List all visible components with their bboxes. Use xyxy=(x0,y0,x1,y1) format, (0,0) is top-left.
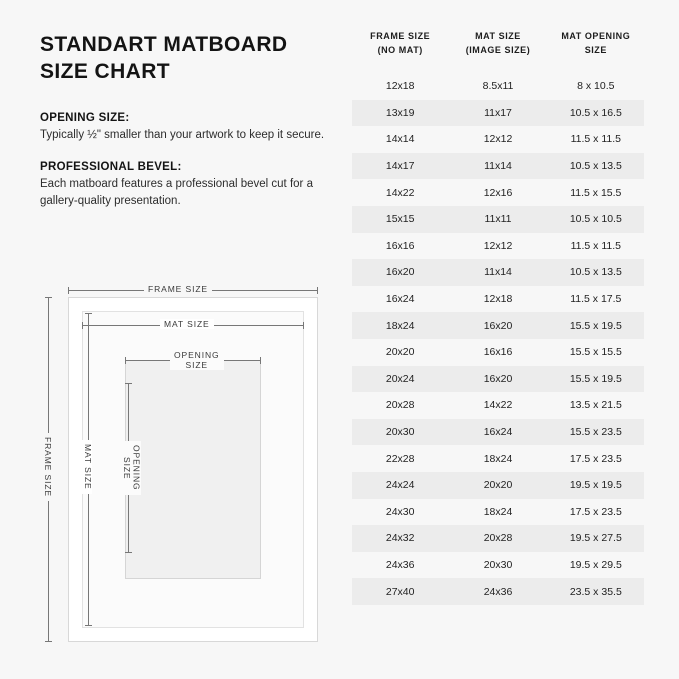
cell-opening-size: 11.5 x 15.5 xyxy=(570,186,622,199)
frame-size-tick-left xyxy=(68,287,69,294)
size-table-body xyxy=(352,73,644,605)
size-table-wrap xyxy=(352,30,644,605)
table-row xyxy=(352,286,644,313)
intro-column xyxy=(40,32,340,228)
cell-opening-size: 17.5 x 23.5 xyxy=(569,505,622,518)
cell-frame-size: 24x36 xyxy=(385,558,415,571)
cell-frame-size: 24x30 xyxy=(385,505,415,518)
mat-size-vtick-top xyxy=(85,313,92,314)
note-professional-bevel-body: Each matboard features a professional bevel cut for a gallery-quality presentation. xyxy=(40,178,313,208)
cell-opening-size: 10.5 x 13.5 xyxy=(548,259,644,286)
cell-opening-size: 11.5 x 17.5 xyxy=(570,293,622,306)
cell-frame-size: 20x24 xyxy=(352,366,448,393)
cell-opening-size: 19.5 x 19.5 xyxy=(548,472,644,499)
mat-size-top-label: MAT SIZE xyxy=(160,319,214,329)
note-opening-size-body: Typically ½" smaller than your artwork to keep it secure. xyxy=(40,128,325,141)
frame-size-left-label: FRAME SIZE xyxy=(42,433,52,501)
column-header-frame-size xyxy=(352,30,448,73)
frame-size-top-label: FRAME SIZE xyxy=(144,284,212,294)
cell-opening-size: 15.5 x 19.5 xyxy=(548,312,644,339)
opening-size-tick-left xyxy=(125,357,126,364)
table-row xyxy=(352,525,644,552)
opening-size-vtick-top xyxy=(125,383,132,384)
cell-opening-size: 11.5 x 11.5 xyxy=(570,133,622,146)
cell-frame-size: 27x40 xyxy=(352,578,448,605)
mat-size-left-label: MAT SIZE xyxy=(82,440,92,494)
note-opening-size xyxy=(40,112,340,144)
cell-mat-size: 16x16 xyxy=(483,346,513,359)
opening-size-tick-right xyxy=(260,357,261,364)
cell-opening-size: 8 x 10.5 xyxy=(577,80,615,93)
table-row xyxy=(352,233,644,260)
cell-mat-size: 8.5x11 xyxy=(482,80,514,93)
mat-size-tick-right xyxy=(303,322,304,329)
cell-mat-size: 12x12 xyxy=(483,133,513,146)
cell-opening-size: 15.5 x 15.5 xyxy=(569,346,622,359)
column-header-mat-opening-size xyxy=(548,30,644,73)
cell-opening-size: 15.5 x 23.5 xyxy=(548,419,644,446)
cell-mat-size: 11x17 xyxy=(448,100,547,127)
frame-size-vtick-bottom xyxy=(45,641,52,642)
size-table xyxy=(352,30,644,605)
opening-size-left-label: OPENING SIZE xyxy=(121,441,141,495)
cell-mat-size: 16x20 xyxy=(448,366,547,393)
cell-mat-size: 18x24 xyxy=(483,452,513,465)
cell-frame-size: 14x14 xyxy=(385,133,415,146)
cell-opening-size: 23.5 x 35.5 xyxy=(548,578,644,605)
cell-frame-size: 20x28 xyxy=(385,399,415,412)
cell-opening-size: 17.5 x 23.5 xyxy=(569,452,622,465)
mat-size-tick-left xyxy=(82,322,83,329)
column-header-mat-size-line2: (IMAGE SIZE) xyxy=(465,44,531,55)
cell-opening-size: 19.5 x 29.5 xyxy=(569,558,622,571)
table-row xyxy=(352,419,644,446)
opening-size-vtick-bottom xyxy=(125,552,132,553)
frame-size-vtick-top xyxy=(45,297,52,298)
cell-frame-size: 24x32 xyxy=(352,525,448,552)
column-header-mat-size-line1: MAT SIZE xyxy=(475,31,521,41)
cell-opening-size: 15.5 x 19.5 xyxy=(548,366,644,393)
table-row xyxy=(352,472,644,499)
cell-opening-size: 10.5 x 13.5 xyxy=(548,153,644,180)
cell-mat-size: 11x14 xyxy=(448,153,547,180)
page-title: STANDART MATBOARD SIZE CHART xyxy=(40,33,288,83)
column-header-frame-size-line2: (NO MAT) xyxy=(377,44,423,55)
cell-frame-size: 24x24 xyxy=(352,472,448,499)
cell-frame-size: 15x15 xyxy=(352,206,448,233)
cell-mat-size: 11x11 xyxy=(448,206,547,233)
table-row xyxy=(352,392,644,419)
column-header-frame-size-line1: FRAME SIZE xyxy=(370,31,431,41)
cell-frame-size: 20x30 xyxy=(352,419,448,446)
cell-mat-size: 20x30 xyxy=(483,558,513,571)
table-row xyxy=(352,499,644,526)
cell-mat-size: 16x24 xyxy=(448,419,547,446)
column-header-mat-size xyxy=(448,30,547,73)
cell-mat-size: 20x28 xyxy=(448,525,547,552)
frame-outer-rect xyxy=(68,297,318,642)
cell-frame-size: 14x22 xyxy=(385,186,415,199)
cell-frame-size: 14x17 xyxy=(352,153,448,180)
cell-opening-size: 10.5 x 16.5 xyxy=(548,100,644,127)
table-row xyxy=(352,312,644,339)
table-row xyxy=(352,179,644,206)
note-professional-bevel-heading: PROFESSIONAL BEVEL: xyxy=(40,161,182,174)
table-header-row xyxy=(352,30,644,73)
table-row xyxy=(352,578,644,605)
cell-mat-size: 12x18 xyxy=(483,293,513,306)
column-header-mat-opening-size-line2: SIZE xyxy=(584,44,607,55)
cell-mat-size: 14x22 xyxy=(483,399,513,412)
note-professional-bevel xyxy=(40,161,340,209)
opening-area-rect xyxy=(125,360,261,579)
cell-mat-size: 12x12 xyxy=(483,239,513,252)
table-row xyxy=(352,339,644,366)
cell-mat-size: 24x36 xyxy=(448,578,547,605)
cell-frame-size: 16x24 xyxy=(385,293,415,306)
cell-mat-size: 20x20 xyxy=(448,472,547,499)
cell-frame-size: 16x20 xyxy=(352,259,448,286)
cell-mat-size: 16x20 xyxy=(448,312,547,339)
cell-mat-size: 12x16 xyxy=(483,186,513,199)
cell-opening-size: 10.5 x 10.5 xyxy=(548,206,644,233)
cell-mat-size: 18x24 xyxy=(483,505,513,518)
note-opening-size-heading: OPENING SIZE: xyxy=(40,111,130,124)
cell-frame-size: 16x16 xyxy=(385,239,415,252)
table-row xyxy=(352,100,644,127)
cell-frame-size: 18x24 xyxy=(352,312,448,339)
cell-mat-size: 11x14 xyxy=(448,259,547,286)
cell-opening-size: 13.5 x 21.5 xyxy=(569,399,622,412)
frame-size-tick-right xyxy=(317,287,318,294)
cell-opening-size: 11.5 x 11.5 xyxy=(570,239,622,252)
opening-size-top-label: OPENING SIZE xyxy=(170,350,224,370)
frame-diagram xyxy=(40,283,332,645)
table-row xyxy=(352,366,644,393)
cell-opening-size: 19.5 x 27.5 xyxy=(548,525,644,552)
table-row xyxy=(352,552,644,579)
cell-frame-size: 22x28 xyxy=(385,452,415,465)
cell-frame-size: 20x20 xyxy=(385,346,415,359)
table-row xyxy=(352,153,644,180)
cell-frame-size: 13x19 xyxy=(352,100,448,127)
table-row xyxy=(352,126,644,153)
table-row xyxy=(352,259,644,286)
column-header-mat-opening-size-line1: MAT OPENING xyxy=(561,31,631,41)
table-row xyxy=(352,445,644,472)
mat-size-vtick-bottom xyxy=(85,625,92,626)
cell-frame-size: 12x18 xyxy=(385,80,415,93)
table-row xyxy=(352,73,644,100)
table-row xyxy=(352,206,644,233)
